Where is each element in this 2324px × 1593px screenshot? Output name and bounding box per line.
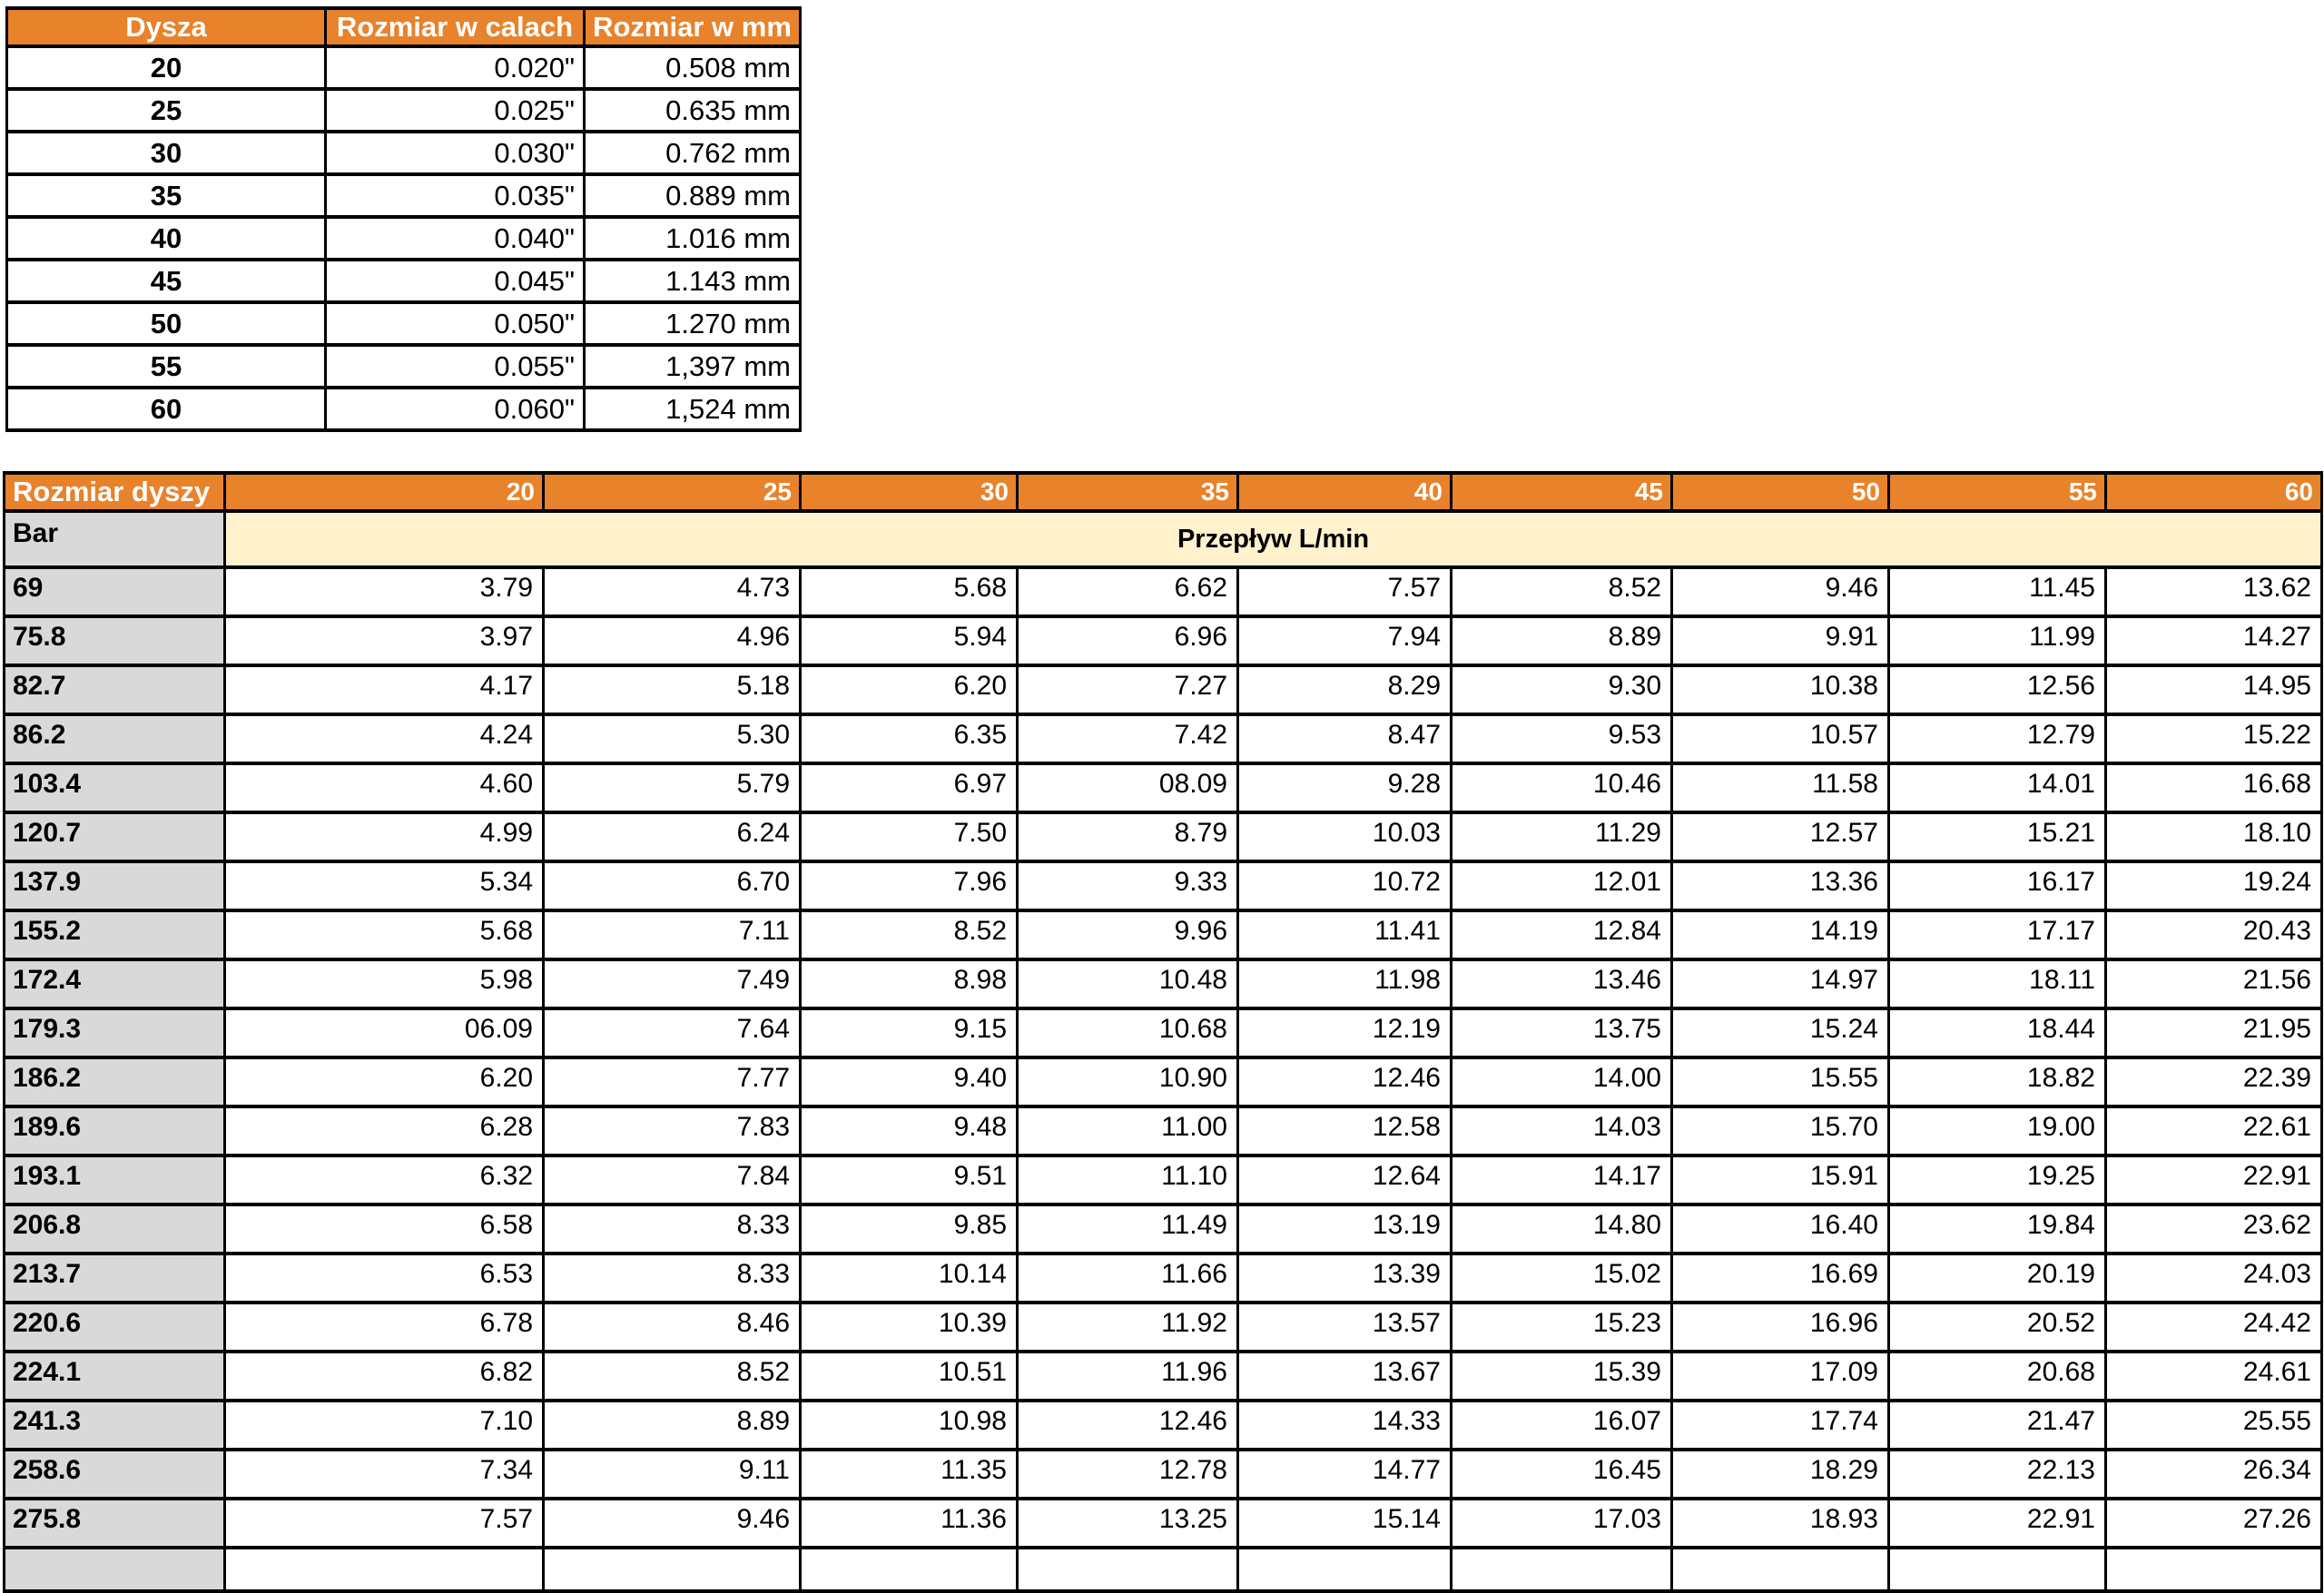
- nozzle-size-cell: 55: [7, 345, 326, 388]
- flow-value-cell: 14.19: [1672, 910, 1889, 959]
- nozzle-size-cell: 60: [7, 388, 326, 430]
- flow-value-cell: 11.36: [801, 1499, 1018, 1548]
- nozzle-size-cell: 40: [7, 217, 326, 260]
- flow-value-cell: 9.40: [801, 1057, 1018, 1106]
- flow-value-cell: 6.20: [225, 1057, 544, 1106]
- flow-value-cell: 21.95: [2106, 1008, 2322, 1057]
- flow-value-cell: 12.84: [1452, 910, 1672, 959]
- bar-value-cell: 103.4: [5, 763, 225, 812]
- flow-col-header-55: 55: [1889, 473, 2106, 511]
- size-in-mm-cell: 1.016 mm: [585, 217, 801, 260]
- flow-value-cell: 7.34: [225, 1450, 544, 1499]
- flow-value-cell: 22.91: [1889, 1499, 2106, 1548]
- flow-value-cell: 9.46: [544, 1499, 801, 1548]
- flow-value-cell: 10.51: [801, 1352, 1018, 1401]
- flow-table-row: [5, 1205, 2322, 1254]
- flow-table-row: [5, 910, 2322, 959]
- flow-value-cell: 15.14: [1238, 1499, 1452, 1548]
- flow-value-cell: 14.77: [1238, 1450, 1452, 1499]
- flow-table-row: [5, 1254, 2322, 1303]
- flow-value-cell: 7.94: [1238, 616, 1452, 665]
- nozzle-size-cell: 50: [7, 302, 326, 345]
- flow-value-cell: 10.48: [1018, 959, 1238, 1008]
- nozzle-size-table: [5, 6, 799, 432]
- flow-col-header-25: 25: [544, 473, 801, 511]
- flow-value-cell: 10.03: [1238, 812, 1452, 861]
- flow-value-cell: 7.42: [1018, 714, 1238, 763]
- size-in-inches-cell: 0.025": [326, 89, 585, 132]
- nozzle-table-row: [7, 388, 801, 430]
- bar-value-cell: 69: [5, 567, 225, 616]
- flow-value-cell: 3.79: [225, 567, 544, 616]
- flow-table-row: [5, 1499, 2322, 1548]
- flow-value-cell: 17.74: [1672, 1401, 1889, 1450]
- flow-value-cell: 08.09: [1018, 763, 1238, 812]
- bar-value-cell: 189.6: [5, 1106, 225, 1155]
- nozzle-size-cell: 30: [7, 132, 326, 174]
- flow-value-cell: 11.35: [801, 1450, 1018, 1499]
- flow-value-cell: 16.69: [1672, 1254, 1889, 1303]
- flow-value-cell: 8.52: [544, 1352, 801, 1401]
- flow-value-cell: 7.57: [225, 1499, 544, 1548]
- flow-value-cell: 12.78: [1018, 1450, 1238, 1499]
- flow-value-cell: 22.39: [2106, 1057, 2322, 1106]
- flow-value-cell: 15.02: [1452, 1254, 1672, 1303]
- flow-value-cell: 16.96: [1672, 1303, 1889, 1352]
- flow-value-cell: 16.40: [1672, 1205, 1889, 1254]
- flow-value-cell: 11.66: [1018, 1254, 1238, 1303]
- flow-value-cell: 16.45: [1452, 1450, 1672, 1499]
- flow-value-cell: 10.90: [1018, 1057, 1238, 1106]
- flow-value-cell: 13.36: [1672, 861, 1889, 910]
- flow-value-cell: 8.79: [1018, 812, 1238, 861]
- flow-value-cell: 11.00: [1018, 1106, 1238, 1155]
- flow-value-cell: 23.62: [2106, 1205, 2322, 1254]
- flow-value-cell: 6.35: [801, 714, 1018, 763]
- flow-value-cell: 25.55: [2106, 1401, 2322, 1450]
- flow-value-cell: 9.46: [1672, 567, 1889, 616]
- flow-value-cell: 5.30: [544, 714, 801, 763]
- flow-value-cell: 06.09: [225, 1008, 544, 1057]
- flow-header-row: [5, 473, 2322, 511]
- flow-value-cell: 11.58: [1672, 763, 1889, 812]
- flow-value-cell: 10.72: [1238, 861, 1452, 910]
- flow-value-cell: 5.68: [801, 567, 1018, 616]
- flow-value-cell: 17.03: [1452, 1499, 1672, 1548]
- flow-value-cell: 14.00: [1452, 1057, 1672, 1106]
- bar-value-cell: 213.7: [5, 1254, 225, 1303]
- nozzle-size-cell: 45: [7, 260, 326, 302]
- flow-corner-label: Rozmiar dyszy: [5, 473, 225, 511]
- flow-value-cell: 15.55: [1672, 1057, 1889, 1106]
- flow-value-cell: 9.48: [801, 1106, 1018, 1155]
- flow-value-cell: 17.17: [1889, 910, 2106, 959]
- nozzle-table-row: [7, 217, 801, 260]
- flow-value-cell: 5.94: [801, 616, 1018, 665]
- size-in-inches-cell: 0.020": [326, 46, 585, 89]
- flow-value-cell: 6.28: [225, 1106, 544, 1155]
- flow-value-cell: 6.82: [225, 1352, 544, 1401]
- flow-value-cell: 9.96: [1018, 910, 1238, 959]
- bar-value-cell: 258.6: [5, 1450, 225, 1499]
- flow-table-row: [5, 1303, 2322, 1352]
- flow-value-cell: 17.09: [1672, 1352, 1889, 1401]
- size-in-inches-cell: 0.045": [326, 260, 585, 302]
- flow-value-cell: 12.64: [1238, 1155, 1452, 1205]
- flow-value-cell: 6.20: [801, 665, 1018, 714]
- flow-value-cell: 14.80: [1452, 1205, 1672, 1254]
- flow-value-cell: 11.98: [1238, 959, 1452, 1008]
- nozzle-table-row: [7, 46, 801, 89]
- flow-value-cell: 19.25: [1889, 1155, 2106, 1205]
- flow-col-header-20: 20: [225, 473, 544, 511]
- flow-value-cell: 18.44: [1889, 1008, 2106, 1057]
- bar-value-cell: 206.8: [5, 1205, 225, 1254]
- flow-value-cell: 18.93: [1672, 1499, 1889, 1548]
- flow-value-cell: 7.50: [801, 812, 1018, 861]
- flow-value-cell: 7.27: [1018, 665, 1238, 714]
- flow-value-cell: 9.91: [1672, 616, 1889, 665]
- flow-value-cell: 24.03: [2106, 1254, 2322, 1303]
- flow-value-cell: 11.45: [1889, 567, 2106, 616]
- flow-value-cell: 7.96: [801, 861, 1018, 910]
- flow-value-cell: 6.24: [544, 812, 801, 861]
- flow-value-cell: 24.61: [2106, 1352, 2322, 1401]
- bar-value-cell: 179.3: [5, 1008, 225, 1057]
- flow-value-cell: 22.13: [1889, 1450, 2106, 1499]
- flow-value-cell: 16.68: [2106, 763, 2322, 812]
- flow-value-cell: 7.84: [544, 1155, 801, 1205]
- flow-value-cell: 8.47: [1238, 714, 1452, 763]
- flow-value-cell: 20.43: [2106, 910, 2322, 959]
- flow-value-cell: 7.77: [544, 1057, 801, 1106]
- flow-rate-table-grid: [3, 471, 2323, 1593]
- flow-value-cell: 20.68: [1889, 1352, 2106, 1401]
- size-in-mm-cell: 1,524 mm: [585, 388, 801, 430]
- flow-value-cell: 27.26: [2106, 1499, 2322, 1548]
- flow-value-cell: 8.33: [544, 1254, 801, 1303]
- size-in-mm-cell: 0.889 mm: [585, 174, 801, 217]
- flow-value-cell: 9.28: [1238, 763, 1452, 812]
- flow-value-cell: 6.62: [1018, 567, 1238, 616]
- flow-value-cell: 12.58: [1238, 1106, 1452, 1155]
- size-in-inches-cell: 0.030": [326, 132, 585, 174]
- flow-value-cell: 20.19: [1889, 1254, 2106, 1303]
- flow-value-cell-clipped: [1672, 1548, 1889, 1591]
- flow-table-row: [5, 616, 2322, 665]
- bar-value-cell-clipped: [5, 1548, 225, 1591]
- size-in-mm-cell: 1.270 mm: [585, 302, 801, 345]
- flow-value-cell: 7.83: [544, 1106, 801, 1155]
- flow-value-cell: 4.73: [544, 567, 801, 616]
- flow-value-cell: 8.29: [1238, 665, 1452, 714]
- flow-value-cell-clipped: [2106, 1548, 2322, 1591]
- bar-value-cell: 86.2: [5, 714, 225, 763]
- flow-value-cell: 26.34: [2106, 1450, 2322, 1499]
- flow-value-cell-clipped: [1018, 1548, 1238, 1591]
- size-in-inches-cell: 0.035": [326, 174, 585, 217]
- flow-table-row: [5, 1008, 2322, 1057]
- flow-value-cell: 11.10: [1018, 1155, 1238, 1205]
- flow-value-cell: 6.97: [801, 763, 1018, 812]
- flow-value-cell: 7.49: [544, 959, 801, 1008]
- size-in-inches-cell: 0.055": [326, 345, 585, 388]
- nozzle-size-cell: 20: [7, 46, 326, 89]
- flow-value-cell: 11.41: [1238, 910, 1452, 959]
- flow-value-cell: 6.32: [225, 1155, 544, 1205]
- flow-value-cell-clipped: [801, 1548, 1018, 1591]
- flow-value-cell: 12.46: [1238, 1057, 1452, 1106]
- size-in-mm-cell: 0.635 mm: [585, 89, 801, 132]
- flow-table-row: [5, 861, 2322, 910]
- flow-table-row-clipped: [5, 1548, 2322, 1591]
- flow-value-cell: 15.24: [1672, 1008, 1889, 1057]
- flow-value-cell: 6.58: [225, 1205, 544, 1254]
- bar-value-cell: 275.8: [5, 1499, 225, 1548]
- nozzle-size-cell: 25: [7, 89, 326, 132]
- flow-value-cell: 14.03: [1452, 1106, 1672, 1155]
- flow-value-cell: 14.27: [2106, 616, 2322, 665]
- flow-value-cell: 9.33: [1018, 861, 1238, 910]
- bar-value-cell: 220.6: [5, 1303, 225, 1352]
- flow-table-row: [5, 1352, 2322, 1401]
- size-in-mm-cell: 0.508 mm: [585, 46, 801, 89]
- bar-value-cell: 193.1: [5, 1155, 225, 1205]
- flow-value-cell: 8.89: [1452, 616, 1672, 665]
- flow-table-row: [5, 1106, 2322, 1155]
- flow-value-cell: 3.97: [225, 616, 544, 665]
- flow-value-cell: 13.25: [1018, 1499, 1238, 1548]
- flow-value-cell: 9.11: [544, 1450, 801, 1499]
- bar-value-cell: 186.2: [5, 1057, 225, 1106]
- flow-value-cell: 8.46: [544, 1303, 801, 1352]
- flow-value-cell: 18.11: [1889, 959, 2106, 1008]
- flow-value-cell: 5.79: [544, 763, 801, 812]
- nozzle-header-dysza: Dysza: [7, 8, 326, 46]
- flow-value-cell-clipped: [544, 1548, 801, 1591]
- flow-value-cell: 7.57: [1238, 567, 1452, 616]
- flow-table-row: [5, 1057, 2322, 1106]
- flow-value-cell: 14.97: [1672, 959, 1889, 1008]
- flow-value-cell: 15.39: [1452, 1352, 1672, 1401]
- flow-value-cell: 9.30: [1452, 665, 1672, 714]
- flow-value-cell: 18.82: [1889, 1057, 2106, 1106]
- flow-col-header-60: 60: [2106, 473, 2322, 511]
- size-in-mm-cell: 1,397 mm: [585, 345, 801, 388]
- flow-value-cell: 7.10: [225, 1401, 544, 1450]
- flow-value-cell: 10.57: [1672, 714, 1889, 763]
- flow-value-cell: 4.17: [225, 665, 544, 714]
- flow-value-cell: 10.14: [801, 1254, 1018, 1303]
- flow-value-cell: 5.98: [225, 959, 544, 1008]
- nozzle-table-row: [7, 89, 801, 132]
- flow-value-cell: 11.92: [1018, 1303, 1238, 1352]
- flow-value-cell: 4.99: [225, 812, 544, 861]
- flow-value-cell: 10.98: [801, 1401, 1018, 1450]
- flow-value-cell: 10.68: [1018, 1008, 1238, 1057]
- flow-value-cell: 9.15: [801, 1008, 1018, 1057]
- flow-value-cell: 12.19: [1238, 1008, 1452, 1057]
- flow-table-row: [5, 1450, 2322, 1499]
- flow-value-cell: 10.38: [1672, 665, 1889, 714]
- flow-table-row: [5, 567, 2322, 616]
- nozzle-table-row: [7, 174, 801, 217]
- flow-value-cell: 10.46: [1452, 763, 1672, 812]
- flow-value-cell: 8.98: [801, 959, 1018, 1008]
- bar-value-cell: 120.7: [5, 812, 225, 861]
- flow-value-cell: 21.47: [1889, 1401, 2106, 1450]
- flow-value-cell: 19.00: [1889, 1106, 2106, 1155]
- flow-value-cell: 15.91: [1672, 1155, 1889, 1205]
- flow-value-cell: 11.49: [1018, 1205, 1238, 1254]
- flow-value-cell: 14.95: [2106, 665, 2322, 714]
- flow-banner-row: [5, 511, 2322, 567]
- flow-value-cell: 13.67: [1238, 1352, 1452, 1401]
- flow-value-cell: 14.17: [1452, 1155, 1672, 1205]
- size-in-mm-cell: 1.143 mm: [585, 260, 801, 302]
- flow-table-row: [5, 763, 2322, 812]
- flow-value-cell: 4.60: [225, 763, 544, 812]
- flow-value-cell: 8.52: [801, 910, 1018, 959]
- bar-value-cell: 82.7: [5, 665, 225, 714]
- flow-value-cell: 12.79: [1889, 714, 2106, 763]
- flow-value-cell: 6.53: [225, 1254, 544, 1303]
- bar-value-cell: 172.4: [5, 959, 225, 1008]
- flow-col-header-50: 50: [1672, 473, 1889, 511]
- nozzle-table-row: [7, 260, 801, 302]
- flow-value-cell-clipped: [1238, 1548, 1452, 1591]
- flow-value-cell: 9.53: [1452, 714, 1672, 763]
- flow-value-cell: 7.64: [544, 1008, 801, 1057]
- flow-value-cell-clipped: [1452, 1548, 1672, 1591]
- flow-value-cell-clipped: [225, 1548, 544, 1591]
- flow-value-cell: 13.62: [2106, 567, 2322, 616]
- flow-col-header-30: 30: [801, 473, 1018, 511]
- flow-table-row: [5, 812, 2322, 861]
- flow-value-cell: 8.89: [544, 1401, 801, 1450]
- nozzle-header-inches: Rozmiar w calach: [326, 8, 585, 46]
- flow-col-header-45: 45: [1452, 473, 1672, 511]
- bar-value-cell: 155.2: [5, 910, 225, 959]
- flow-value-cell: 19.84: [1889, 1205, 2106, 1254]
- flow-value-cell: 11.96: [1018, 1352, 1238, 1401]
- flow-table-row: [5, 1401, 2322, 1450]
- bar-value-cell: 241.3: [5, 1401, 225, 1450]
- nozzle-table-row: [7, 132, 801, 174]
- flow-value-cell: 18.29: [1672, 1450, 1889, 1499]
- flow-value-cell: 13.57: [1238, 1303, 1452, 1352]
- flow-value-cell-clipped: [1889, 1548, 2106, 1591]
- flow-value-cell: 4.96: [544, 616, 801, 665]
- nozzle-table-row: [7, 302, 801, 345]
- flow-value-cell: 15.21: [1889, 812, 2106, 861]
- size-in-inches-cell: 0.040": [326, 217, 585, 260]
- size-in-inches-cell: 0.060": [326, 388, 585, 430]
- flow-table-row: [5, 714, 2322, 763]
- flow-value-cell: 19.24: [2106, 861, 2322, 910]
- bar-value-cell: 224.1: [5, 1352, 225, 1401]
- flow-value-cell: 12.56: [1889, 665, 2106, 714]
- nozzle-header-mm: Rozmiar w mm: [585, 8, 801, 46]
- flow-value-cell: 16.17: [1889, 861, 2106, 910]
- flow-col-header-35: 35: [1018, 473, 1238, 511]
- size-in-inches-cell: 0.050": [326, 302, 585, 345]
- flow-value-cell: 13.19: [1238, 1205, 1452, 1254]
- flow-value-cell: 11.99: [1889, 616, 2106, 665]
- flow-rate-table: [3, 471, 2320, 1534]
- flow-value-cell: 21.56: [2106, 959, 2322, 1008]
- flow-value-cell: 15.22: [2106, 714, 2322, 763]
- size-in-mm-cell: 0.762 mm: [585, 132, 801, 174]
- flow-value-cell: 24.42: [2106, 1303, 2322, 1352]
- bar-value-cell: 137.9: [5, 861, 225, 910]
- nozzle-size-cell: 35: [7, 174, 326, 217]
- flow-value-cell: 10.39: [801, 1303, 1018, 1352]
- flow-col-header-40: 40: [1238, 473, 1452, 511]
- flow-value-cell: 4.24: [225, 714, 544, 763]
- bar-value-cell: 75.8: [5, 616, 225, 665]
- flow-value-cell: 13.46: [1452, 959, 1672, 1008]
- flow-value-cell: 13.75: [1452, 1008, 1672, 1057]
- nozzle-table-row: [7, 345, 801, 388]
- flow-table-row: [5, 959, 2322, 1008]
- flow-value-cell: 11.29: [1452, 812, 1672, 861]
- flow-unit-banner: Przepływ L/min: [225, 511, 2322, 567]
- flow-value-cell: 9.51: [801, 1155, 1018, 1205]
- flow-value-cell: 5.18: [544, 665, 801, 714]
- flow-value-cell: 18.10: [2106, 812, 2322, 861]
- nozzle-size-table-grid: [5, 6, 802, 432]
- flow-value-cell: 5.68: [225, 910, 544, 959]
- flow-value-cell: 15.70: [1672, 1106, 1889, 1155]
- flow-value-cell: 6.78: [225, 1303, 544, 1352]
- bar-column-label: Bar: [5, 511, 225, 567]
- flow-table-row: [5, 665, 2322, 714]
- flow-value-cell: 6.96: [1018, 616, 1238, 665]
- flow-value-cell: 12.57: [1672, 812, 1889, 861]
- flow-value-cell: 8.52: [1452, 567, 1672, 616]
- flow-value-cell: 15.23: [1452, 1303, 1672, 1352]
- flow-value-cell: 6.70: [544, 861, 801, 910]
- flow-value-cell: 22.91: [2106, 1155, 2322, 1205]
- flow-value-cell: 5.34: [225, 861, 544, 910]
- flow-table-row: [5, 1155, 2322, 1205]
- flow-value-cell: 12.01: [1452, 861, 1672, 910]
- nozzle-header-row: [7, 8, 801, 46]
- flow-value-cell: 12.46: [1018, 1401, 1238, 1450]
- flow-value-cell: 7.11: [544, 910, 801, 959]
- flow-value-cell: 20.52: [1889, 1303, 2106, 1352]
- flow-value-cell: 8.33: [544, 1205, 801, 1254]
- flow-value-cell: 14.33: [1238, 1401, 1452, 1450]
- flow-value-cell: 22.61: [2106, 1106, 2322, 1155]
- flow-value-cell: 9.85: [801, 1205, 1018, 1254]
- flow-value-cell: 16.07: [1452, 1401, 1672, 1450]
- flow-value-cell: 14.01: [1889, 763, 2106, 812]
- flow-value-cell: 13.39: [1238, 1254, 1452, 1303]
